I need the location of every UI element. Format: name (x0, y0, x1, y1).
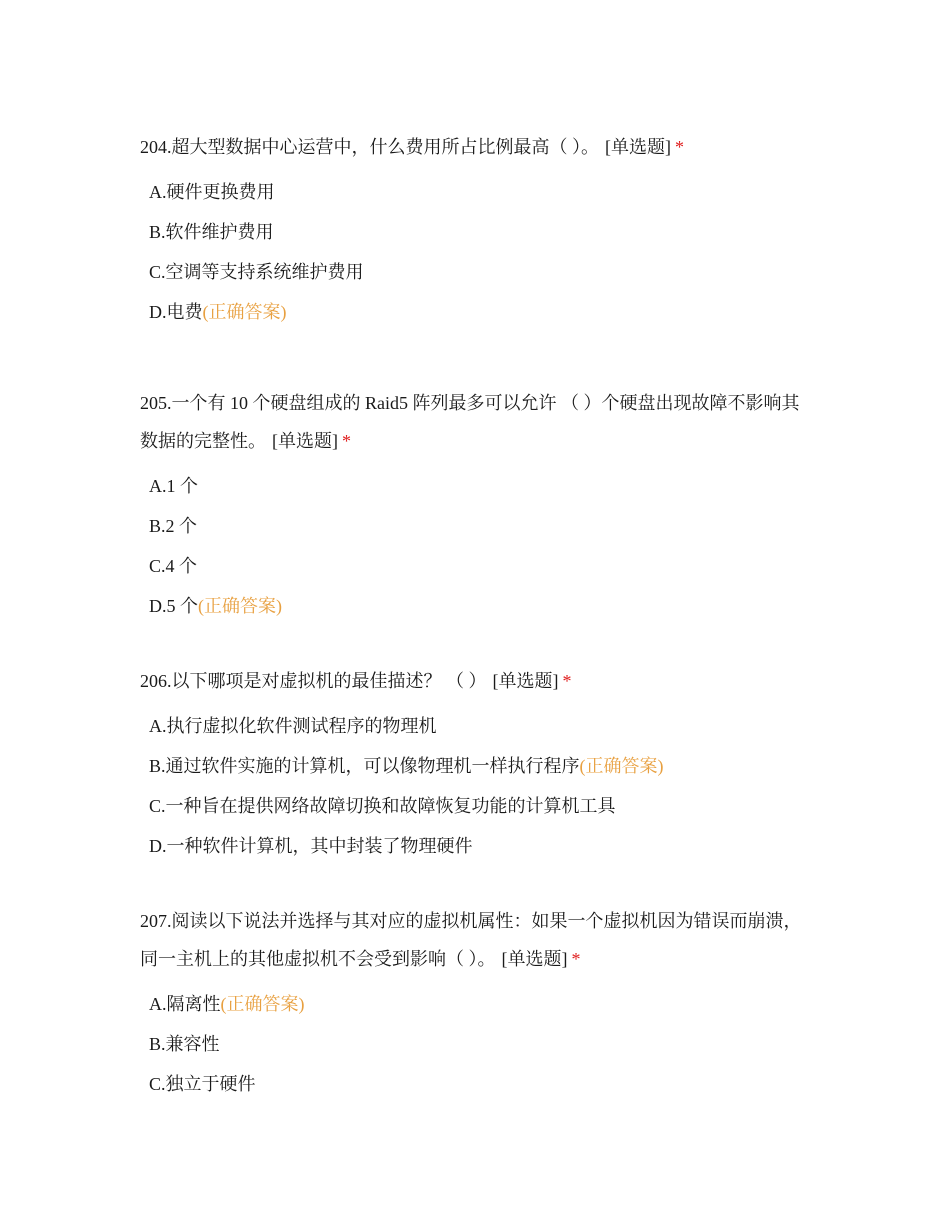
option-list (140, 984, 810, 1104)
option-label: D.一种软件计算机，其中封装了物理硬件 (149, 836, 473, 856)
option-c[interactable] (149, 786, 810, 826)
option-label: C.4 个 (149, 556, 198, 576)
option-label: C.空调等支持系统维护费用 (149, 262, 364, 282)
option-b[interactable] (149, 212, 810, 252)
option-d[interactable] (149, 586, 810, 626)
option-label: A.执行虚拟化软件测试程序的物理机 (149, 716, 437, 736)
option-label: B.兼容性 (149, 1034, 220, 1054)
option-label: B.通过软件实施的计算机，可以像物理机一样执行程序 (149, 756, 580, 776)
option-b[interactable] (149, 746, 810, 786)
option-c[interactable] (149, 1064, 810, 1104)
option-a[interactable] (149, 984, 810, 1024)
option-d[interactable] (149, 826, 810, 866)
option-label: A.硬件更换费用 (149, 182, 275, 202)
option-label: C.一种旨在提供网络故障切换和故障恢复功能的计算机工具 (149, 796, 616, 816)
question-title (140, 662, 810, 700)
option-c[interactable] (149, 546, 810, 586)
option-b[interactable] (149, 1024, 810, 1064)
correct-answer-mark: (正确答案) (198, 596, 282, 616)
question-number: 207. (140, 911, 172, 931)
option-label: A.1 个 (149, 476, 198, 496)
correct-answer-mark: (正确答案) (202, 302, 287, 322)
question-number: 206. (140, 671, 172, 691)
correct-answer-mark: (正确答案) (579, 756, 664, 776)
question-206 (140, 662, 810, 866)
option-list (140, 172, 810, 332)
option-label: C.独立于硬件 (149, 1074, 256, 1094)
option-label: B.软件维护费用 (149, 222, 274, 242)
option-label: A.隔离性 (149, 994, 221, 1014)
required-mark: * (342, 431, 351, 451)
question-number: 205. (140, 393, 172, 413)
option-a[interactable] (149, 172, 810, 212)
correct-answer-mark: (正确答案) (220, 994, 305, 1014)
question-text: 以下哪项是对虚拟机的最佳描述？ （ ） (171, 671, 487, 691)
question-list (140, 128, 810, 1140)
option-label: B.2 个 (149, 516, 198, 536)
question-205 (140, 384, 810, 626)
question-204 (140, 128, 810, 332)
option-c[interactable] (149, 252, 810, 292)
question-title (140, 128, 810, 166)
question-type: [单选题] (501, 949, 568, 969)
required-mark: * (562, 671, 572, 691)
option-label: D.电费 (149, 302, 203, 322)
question-type: [单选题] (272, 431, 338, 451)
question-207 (140, 902, 810, 1104)
option-d[interactable] (149, 292, 810, 332)
option-a[interactable] (149, 466, 810, 506)
option-b[interactable] (149, 506, 810, 546)
required-mark: * (571, 949, 581, 969)
option-list (140, 466, 810, 626)
option-a[interactable] (149, 706, 810, 746)
question-number: 204. (140, 137, 172, 157)
question-type: [单选题] (605, 137, 671, 157)
question-text: 超大型数据中心运营中，什么费用所占比例最高（ ）。 (171, 137, 599, 157)
question-text: 一个有 10 个硬盘组成的 Raid5 阵列最多可以允许 （ ）个硬盘出现故障不影响其数据的完整性。 (140, 393, 800, 451)
option-label: D.5 个 (149, 596, 198, 616)
required-mark: * (675, 137, 684, 157)
question-title (140, 902, 810, 978)
question-type: [单选题] (492, 671, 559, 691)
question-title (140, 384, 810, 460)
option-list (140, 706, 810, 866)
question-text: 阅读以下说法并选择与其对应的虚拟机属性：如果一个虚拟机因为错误而崩溃，同一主机上的其他虚拟机不会受到影响（ ）。 (140, 911, 802, 969)
